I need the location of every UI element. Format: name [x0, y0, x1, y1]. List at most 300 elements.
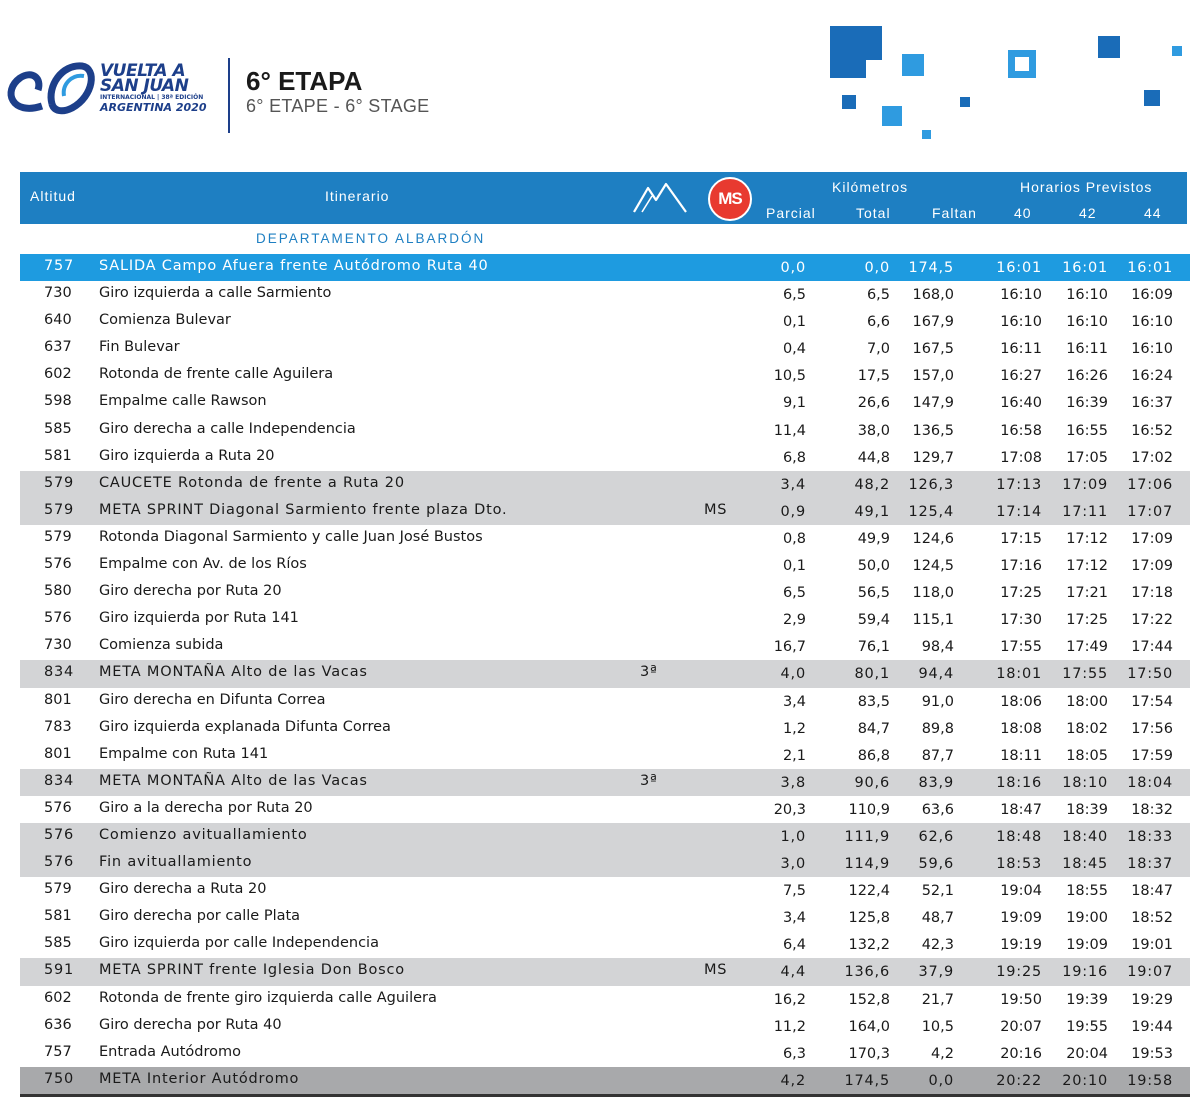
row-km-parcial: 4,2: [780, 1072, 806, 1089]
row-km-faltan: 129,7: [912, 449, 954, 466]
table-row: [20, 904, 1190, 931]
row-time-44: 18:37: [1127, 856, 1173, 873]
row-km-parcial: 1,0: [780, 828, 806, 845]
row-itinerary: Rotonda Diagonal Sarmiento y calle Juan José Bustos: [99, 528, 483, 545]
row-sprint-marker: MS: [704, 962, 728, 979]
row-time-40: 20:16: [1000, 1045, 1042, 1062]
col-h42: 42: [1079, 205, 1097, 221]
row-time-44: 16:01: [1127, 260, 1173, 276]
row-km-total: 49,9: [857, 530, 890, 547]
row-mountain-category: 3ª: [640, 664, 658, 681]
row-time-42: 19:09: [1066, 937, 1108, 954]
row-altitude: 801: [44, 745, 72, 762]
row-time-44: 17:09: [1131, 530, 1173, 547]
row-km-total: 136,6: [844, 964, 890, 981]
row-time-42: 17:25: [1066, 612, 1108, 629]
row-km-faltan: 42,3: [921, 937, 954, 954]
row-time-44: 16:10: [1131, 314, 1173, 331]
row-km-faltan: 21,7: [921, 991, 954, 1008]
row-km-total: 80,1: [854, 666, 890, 683]
row-km-total: 17,5: [857, 368, 890, 385]
row-time-44: 16:09: [1131, 287, 1173, 304]
table-row: [20, 931, 1190, 958]
row-itinerary: Rotonda de frente giro izquierda calle Aguilera: [99, 989, 437, 1006]
row-time-40: 17:08: [1000, 449, 1042, 466]
row-time-42: 17:05: [1066, 449, 1108, 466]
table-row: [20, 579, 1190, 606]
row-itinerary: CAUCETE Rotonda de frente a Ruta 20: [99, 474, 405, 491]
row-km-parcial: 6,5: [782, 287, 806, 304]
row-time-44: 17:50: [1127, 666, 1173, 683]
row-km-faltan: 4,2: [930, 1045, 954, 1062]
itinerary-table-body: [20, 254, 1190, 1094]
table-row: [20, 633, 1190, 660]
row-time-40: 19:50: [1000, 991, 1042, 1008]
row-itinerary: Fin avituallamiento: [99, 854, 253, 871]
row-km-faltan: 89,8: [921, 720, 954, 737]
department-label: DEPARTAMENTO ALBARDÓN: [256, 231, 486, 246]
row-km-faltan: 118,0: [912, 585, 954, 602]
row-itinerary: Giro a la derecha por Ruta 20: [99, 799, 313, 816]
col-h44: 44: [1144, 205, 1162, 221]
row-time-42: 19:39: [1066, 991, 1108, 1008]
row-altitude: 783: [44, 718, 72, 735]
row-itinerary: Comienza subida: [99, 637, 224, 654]
row-itinerary: Empalme con Av. de los Ríos: [99, 556, 307, 573]
row-time-42: 18:39: [1066, 801, 1108, 818]
row-altitude: 636: [44, 1016, 72, 1033]
row-time-42: 19:00: [1066, 910, 1108, 927]
row-time-40: 17:16: [1000, 558, 1042, 575]
cycling-logo-icon: [2, 56, 102, 126]
table-row: [20, 660, 1190, 687]
row-km-faltan: 125,4: [908, 503, 954, 520]
page-header: [0, 0, 1200, 170]
row-km-parcial: 16,7: [773, 639, 806, 656]
row-km-parcial: 0,1: [782, 314, 806, 331]
row-km-faltan: 48,7: [921, 910, 954, 927]
table-row: [20, 281, 1190, 308]
table-row: [20, 850, 1190, 877]
row-altitude: 576: [44, 556, 72, 573]
table-row: [20, 986, 1190, 1013]
row-km-total: 6,6: [866, 314, 890, 331]
row-time-40: 20:07: [1000, 1018, 1042, 1035]
row-time-40: 17:13: [996, 476, 1042, 493]
col-altitud: Altitud: [30, 188, 76, 204]
row-time-44: 18:47: [1131, 883, 1173, 900]
row-time-40: 16:10: [1000, 314, 1042, 331]
row-time-42: 16:10: [1066, 287, 1108, 304]
row-time-42: 20:10: [1062, 1072, 1108, 1089]
row-km-total: 56,5: [857, 585, 890, 602]
table-row: [20, 389, 1190, 416]
row-time-44: 18:33: [1127, 828, 1173, 845]
row-time-40: 16:10: [1000, 287, 1042, 304]
row-km-parcial: 4,0: [780, 666, 806, 683]
row-km-parcial: 10,5: [773, 368, 806, 385]
col-horarios: Horarios Previstos: [1020, 179, 1153, 195]
row-altitude: 757: [44, 258, 75, 274]
row-km-faltan: 91,0: [921, 693, 954, 710]
row-km-parcial: 3,4: [780, 476, 806, 493]
row-time-40: 18:08: [1000, 720, 1042, 737]
row-km-faltan: 0,0: [928, 1072, 954, 1089]
row-time-42: 16:01: [1062, 260, 1108, 276]
row-km-parcial: 7,5: [782, 883, 806, 900]
row-time-42: 16:10: [1066, 314, 1108, 331]
row-km-faltan: 115,1: [912, 612, 954, 629]
table-row: [20, 877, 1190, 904]
logo-line3: INTERNACIONAL | 38ª EDICIÓN: [100, 94, 204, 101]
row-km-total: 38,0: [857, 422, 890, 439]
row-altitude: 598: [44, 393, 72, 410]
row-km-total: 110,9: [848, 801, 890, 818]
row-altitude: 579: [44, 474, 75, 491]
row-time-40: 18:11: [1000, 747, 1042, 764]
row-km-total: 174,5: [844, 1072, 890, 1089]
row-km-total: 7,0: [866, 341, 890, 358]
table-row: [20, 308, 1190, 335]
row-km-faltan: 52,1: [921, 883, 954, 900]
row-itinerary: META MONTAÑA Alto de las Vacas: [99, 772, 368, 789]
row-time-40: 17:15: [1000, 530, 1042, 547]
row-itinerary: Rotonda de frente calle Aguilera: [99, 366, 334, 383]
row-itinerary: Giro izquierda por Ruta 141: [99, 610, 299, 627]
row-km-total: 6,5: [866, 287, 890, 304]
row-time-44: 17:02: [1131, 449, 1173, 466]
row-km-parcial: 0,1: [782, 558, 806, 575]
row-time-42: 18:40: [1062, 828, 1108, 845]
row-time-40: 17:30: [1000, 612, 1042, 629]
row-time-40: 16:11: [1000, 341, 1042, 358]
row-time-42: 18:55: [1066, 883, 1108, 900]
row-time-44: 19:29: [1131, 991, 1173, 1008]
row-km-faltan: 124,6: [912, 530, 954, 547]
row-altitude: 576: [44, 854, 75, 871]
row-time-40: 19:25: [996, 964, 1042, 981]
row-time-42: 17:55: [1062, 666, 1108, 683]
row-km-parcial: 6,3: [782, 1045, 806, 1062]
row-time-40: 18:48: [996, 828, 1042, 845]
table-row: [20, 444, 1190, 471]
mountain-icon: [632, 180, 688, 216]
row-km-parcial: 16,2: [773, 991, 806, 1008]
row-time-44: 17:18: [1131, 585, 1173, 602]
row-sprint-marker: MS: [704, 501, 728, 518]
row-km-total: 50,0: [857, 558, 890, 575]
row-km-total: 152,8: [848, 991, 890, 1008]
row-time-42: 18:10: [1062, 774, 1108, 791]
row-km-parcial: 3,4: [782, 910, 806, 927]
row-km-faltan: 167,5: [912, 341, 954, 358]
col-h40: 40: [1014, 205, 1032, 221]
logo-text: [100, 61, 207, 114]
row-altitude: 730: [44, 637, 72, 654]
table-row: [20, 769, 1190, 796]
row-time-44: 16:24: [1131, 368, 1173, 385]
table-header: [20, 172, 1187, 224]
table-row: [20, 823, 1190, 850]
row-km-faltan: 168,0: [912, 287, 954, 304]
row-time-42: 19:55: [1066, 1018, 1108, 1035]
table-row: [20, 742, 1190, 769]
row-km-parcial: 11,2: [773, 1018, 806, 1035]
row-km-total: 114,9: [844, 856, 890, 873]
row-time-40: 18:06: [1000, 693, 1042, 710]
table-row: [20, 552, 1190, 579]
table-row: [20, 498, 1190, 525]
row-km-total: 86,8: [857, 747, 890, 764]
row-altitude: 834: [44, 664, 75, 681]
table-row: [20, 715, 1190, 742]
col-parcial: Parcial: [766, 205, 816, 221]
row-itinerary: Giro derecha a Ruta 20: [99, 881, 267, 898]
row-time-40: 16:01: [996, 260, 1042, 276]
row-time-42: 18:05: [1066, 747, 1108, 764]
row-itinerary: Giro izquierda por calle Independencia: [99, 935, 379, 952]
row-time-44: 17:56: [1131, 720, 1173, 737]
row-altitude: 585: [44, 420, 72, 437]
row-altitude: 640: [44, 312, 72, 329]
row-itinerary: Giro izquierda a calle Sarmiento: [99, 285, 332, 302]
row-time-42: 20:04: [1066, 1045, 1108, 1062]
row-km-faltan: 167,9: [912, 314, 954, 331]
table-bottom-rule: [20, 1094, 1190, 1097]
row-km-faltan: 124,5: [912, 558, 954, 575]
ms-badge-icon: MS: [708, 177, 752, 221]
row-time-42: 17:09: [1062, 476, 1108, 493]
row-time-40: 17:55: [1000, 639, 1042, 656]
row-km-faltan: 94,4: [918, 666, 954, 683]
table-row: [20, 254, 1190, 281]
row-km-faltan: 37,9: [918, 964, 954, 981]
row-time-40: 19:04: [1000, 883, 1042, 900]
row-altitude: 757: [44, 1043, 72, 1060]
row-km-parcial: 0,4: [782, 341, 806, 358]
table-row: [20, 606, 1190, 633]
table-row: [20, 1067, 1190, 1094]
col-kilometros: Kilómetros: [832, 179, 909, 195]
row-altitude: 580: [44, 583, 72, 600]
row-time-44: 19:53: [1131, 1045, 1173, 1062]
stage-subtitle: 6° ETAPE - 6° STAGE: [246, 96, 430, 116]
row-time-42: 17:21: [1066, 585, 1108, 602]
row-km-total: 59,4: [857, 612, 890, 629]
row-time-44: 17:44: [1131, 639, 1173, 656]
stage-title: 6° ETAPA: [246, 66, 363, 96]
row-time-44: 17:22: [1131, 612, 1173, 629]
logo-line2: SAN JUAN: [100, 76, 189, 96]
row-km-total: 26,6: [857, 395, 890, 412]
row-altitude: 730: [44, 285, 72, 302]
row-km-total: 122,4: [848, 883, 890, 900]
row-time-44: 17:59: [1131, 747, 1173, 764]
row-km-parcial: 2,1: [782, 747, 806, 764]
row-itinerary: Entrada Autódromo: [99, 1043, 241, 1060]
row-time-42: 17:49: [1066, 639, 1108, 656]
row-time-44: 17:07: [1127, 503, 1173, 520]
row-itinerary: SALIDA Campo Afuera frente Autódromo Ruta 40: [99, 258, 489, 274]
table-row: [20, 471, 1190, 498]
row-km-total: 49,1: [854, 503, 890, 520]
row-time-44: 19:01: [1131, 937, 1173, 954]
row-km-total: 83,5: [857, 693, 890, 710]
row-time-40: 18:53: [996, 856, 1042, 873]
col-faltan: Faltan: [932, 205, 977, 221]
table-row: [20, 796, 1190, 823]
row-km-parcial: 20,3: [773, 801, 806, 818]
row-km-faltan: 136,5: [912, 422, 954, 439]
row-km-parcial: 0,9: [780, 503, 806, 520]
row-itinerary: Giro izquierda a Ruta 20: [99, 447, 275, 464]
row-altitude: 576: [44, 826, 75, 843]
row-itinerary: META Interior Autódromo: [99, 1070, 300, 1087]
row-time-40: 17:14: [996, 503, 1042, 520]
table-row: [20, 362, 1190, 389]
row-time-44: 17:54: [1131, 693, 1173, 710]
row-itinerary: Comienza Bulevar: [99, 312, 231, 329]
row-altitude: 581: [44, 447, 72, 464]
row-altitude: 801: [44, 691, 72, 708]
row-itinerary: META SPRINT frente Iglesia Don Bosco: [99, 962, 405, 979]
row-km-parcial: 6,5: [782, 585, 806, 602]
row-km-parcial: 1,2: [782, 720, 806, 737]
header-divider: [228, 58, 230, 133]
row-altitude: 602: [44, 366, 72, 383]
row-time-44: 16:10: [1131, 341, 1173, 358]
row-time-42: 16:39: [1066, 395, 1108, 412]
row-time-44: 19:44: [1131, 1018, 1173, 1035]
row-itinerary: Giro derecha por Ruta 40: [99, 1016, 282, 1033]
row-time-44: 19:07: [1127, 964, 1173, 981]
table-row: [20, 688, 1190, 715]
row-km-faltan: 157,0: [912, 368, 954, 385]
col-itinerario: Itinerario: [325, 188, 390, 204]
table-row: [20, 335, 1190, 362]
row-km-faltan: 98,4: [921, 639, 954, 656]
row-km-faltan: 59,6: [918, 856, 954, 873]
row-km-faltan: 83,9: [918, 774, 954, 791]
row-km-total: 76,1: [857, 639, 890, 656]
row-time-44: 16:52: [1131, 422, 1173, 439]
row-itinerary: Empalme con Ruta 141: [99, 745, 269, 762]
row-altitude: 579: [44, 528, 72, 545]
table-row: [20, 525, 1190, 552]
row-time-44: 17:06: [1127, 476, 1173, 493]
table-row: [20, 958, 1190, 985]
row-itinerary: Fin Bulevar: [99, 339, 180, 356]
row-time-42: 18:00: [1066, 693, 1108, 710]
row-time-42: 16:11: [1066, 341, 1108, 358]
row-itinerary: Comienzo avituallamiento: [99, 826, 308, 843]
row-km-faltan: 62,6: [918, 828, 954, 845]
row-itinerary: Empalme calle Rawson: [99, 393, 267, 410]
row-itinerary: META MONTAÑA Alto de las Vacas: [99, 664, 368, 681]
row-km-total: 170,3: [848, 1045, 890, 1062]
col-total: Total: [856, 205, 891, 221]
row-altitude: 576: [44, 610, 72, 627]
vuelta-logo: [0, 52, 230, 142]
row-itinerary: META SPRINT Diagonal Sarmiento frente plaza Dto.: [99, 501, 508, 518]
row-altitude: 585: [44, 935, 72, 952]
row-km-parcial: 0,0: [780, 260, 806, 276]
row-time-42: 16:55: [1066, 422, 1108, 439]
row-km-parcial: 2,9: [782, 612, 806, 629]
row-km-parcial: 6,4: [782, 937, 806, 954]
row-km-parcial: 4,4: [780, 964, 806, 981]
row-time-42: 17:11: [1062, 503, 1108, 520]
row-km-parcial: 9,1: [782, 395, 806, 412]
row-km-parcial: 3,0: [780, 856, 806, 873]
row-time-44: 18:52: [1131, 910, 1173, 927]
row-km-parcial: 6,8: [782, 449, 806, 466]
row-km-total: 48,2: [854, 476, 890, 493]
row-altitude: 834: [44, 772, 75, 789]
table-row: [20, 417, 1190, 444]
row-time-40: 16:40: [1000, 395, 1042, 412]
row-time-42: 18:02: [1066, 720, 1108, 737]
row-time-40: 20:22: [996, 1072, 1042, 1089]
row-time-42: 17:12: [1066, 530, 1108, 547]
row-km-total: 90,6: [854, 774, 890, 791]
row-time-42: 17:12: [1066, 558, 1108, 575]
row-altitude: 591: [44, 962, 75, 979]
row-km-total: 44,8: [857, 449, 890, 466]
row-km-total: 111,9: [844, 828, 890, 845]
row-km-faltan: 174,5: [908, 260, 954, 276]
row-time-40: 18:01: [996, 666, 1042, 683]
row-km-faltan: 126,3: [908, 476, 954, 493]
row-altitude: 581: [44, 908, 72, 925]
row-km-parcial: 3,4: [782, 693, 806, 710]
row-km-total: 0,0: [864, 260, 890, 276]
row-time-40: 17:25: [1000, 585, 1042, 602]
row-itinerary: Giro derecha por calle Plata: [99, 908, 301, 925]
row-itinerary: Giro derecha por Ruta 20: [99, 583, 282, 600]
row-time-44: 18:32: [1131, 801, 1173, 818]
row-time-40: 18:16: [996, 774, 1042, 791]
row-time-44: 16:37: [1131, 395, 1173, 412]
row-time-40: 16:27: [1000, 368, 1042, 385]
row-km-total: 164,0: [848, 1018, 890, 1035]
row-km-faltan: 87,7: [921, 747, 954, 764]
row-time-40: 19:19: [1000, 937, 1042, 954]
row-time-44: 18:04: [1127, 774, 1173, 791]
row-time-44: 17:09: [1131, 558, 1173, 575]
row-km-parcial: 11,4: [773, 422, 806, 439]
row-km-faltan: 63,6: [921, 801, 954, 818]
row-time-40: 16:58: [1000, 422, 1042, 439]
row-km-total: 125,8: [848, 910, 890, 927]
row-km-total: 132,2: [848, 937, 890, 954]
row-altitude: 579: [44, 881, 72, 898]
row-altitude: 576: [44, 799, 72, 816]
row-altitude: 579: [44, 501, 75, 518]
row-altitude: 637: [44, 339, 72, 356]
row-time-40: 19:09: [1000, 910, 1042, 927]
row-time-40: 18:47: [1000, 801, 1042, 818]
row-time-44: 19:58: [1127, 1072, 1173, 1089]
row-time-42: 16:26: [1066, 368, 1108, 385]
row-km-parcial: 3,8: [780, 774, 806, 791]
row-km-faltan: 10,5: [921, 1018, 954, 1035]
logo-line4: ARGENTINA 2020: [100, 101, 207, 114]
row-itinerary: Giro derecha en Difunta Correa: [99, 691, 326, 708]
row-km-parcial: 0,8: [782, 530, 806, 547]
row-km-total: 84,7: [857, 720, 890, 737]
row-time-42: 19:16: [1062, 964, 1108, 981]
